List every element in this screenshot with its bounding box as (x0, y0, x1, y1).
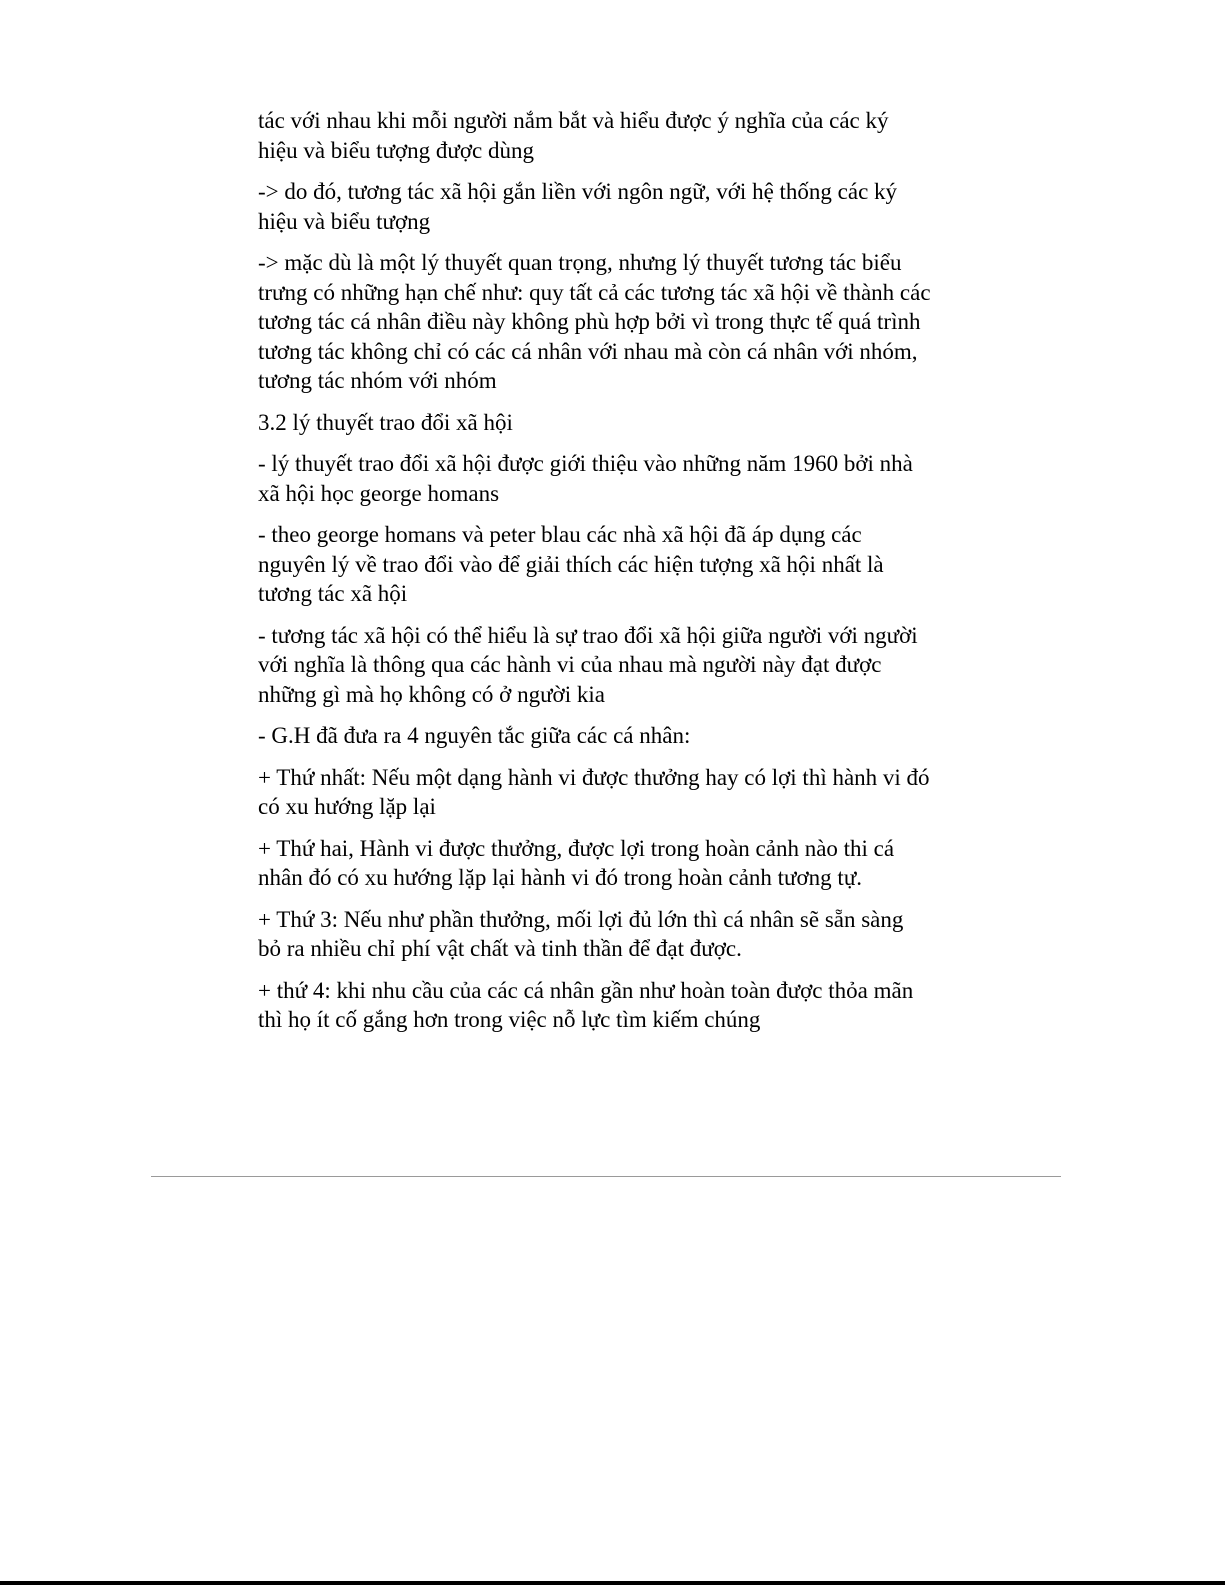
page-bottom-edge (0, 1581, 1225, 1585)
paragraph-introduced: - lý thuyết trao đổi xã hội được giới thiệu vào những năm 1960 bởi nhà xã hội học george homans (258, 451, 913, 506)
paragraph-language-link: -> do đó, tương tác xã hội gắn liền với ngôn ngữ, với hệ thống các ký hiệu và biểu tượng (258, 179, 898, 234)
paragraph-intro-continuation: tác với nhau khi mỗi người nắm bắt và hiểu được ý nghĩa của các ký hiệu và biểu tượng được dùng (258, 108, 889, 163)
principle-second: + Thứ hai, Hành vi được thưởng, được lợi trong hoàn cảnh nào thi cá nhân đó có xu hướng lặp lại hành vi đó trong hoàn cảnh tương tự. (258, 835, 895, 890)
paragraph-interaction-definition: - tương tác xã hội có thể hiểu là sự trao đổi xã hội giữa người với người với nghĩa là thông qua các hành vi của nhau mà người này đạt được những gì mà họ không có ở người kia (258, 622, 918, 707)
section-heading-social-exchange: 3.2 lý thuyết trao đổi xã hội (258, 409, 513, 435)
paragraph-homans-blau: - theo george homans và peter blau các nhà xã hội đã áp dụng các nguyên lý về trao đổi vào để giải thích các hiện tượng xã hội nhất là tương tác xã hội (258, 522, 884, 606)
principle-first: + Thứ nhất: Nếu một dạng hành vi được thưởng hay có lợi thì hành vi đó có xu hướng lặp lại (258, 764, 930, 819)
principle-third: + Thứ 3: Nếu như phần thưởng, mối lợi đủ lớn thì cá nhân sẽ sẵn sàng bỏ ra nhiều chỉ phí vật chất và tinh thần để đạt được. (258, 906, 904, 961)
paragraph-four-principles: - G.H đã đưa ra 4 nguyên tắc giữa các cá nhân: (258, 723, 691, 748)
principle-fourth: + thứ 4: khi nhu cầu của các cá nhân gần như hoàn toàn được thỏa mãn thì họ ít cố gắng hơn trong việc nỗ lực tìm kiếm chúng (258, 977, 914, 1032)
page-divider (151, 1176, 1061, 1177)
document-body (258, 106, 973, 1047)
paragraph-limitations: -> mặc dù là một lý thuyết quan trọng, nhưng lý thuyết tương tác biểu trưng có những hạn chế như: quy tất cả các tương tác xã hội về thành các tương tác cá nhân điều này không phù hợp bởi vì trong thực tế quá trình tương tác không chỉ có các cá nhân với nhau mà còn cá nhân với nhóm, tương tác nhóm với nhóm (258, 250, 931, 393)
